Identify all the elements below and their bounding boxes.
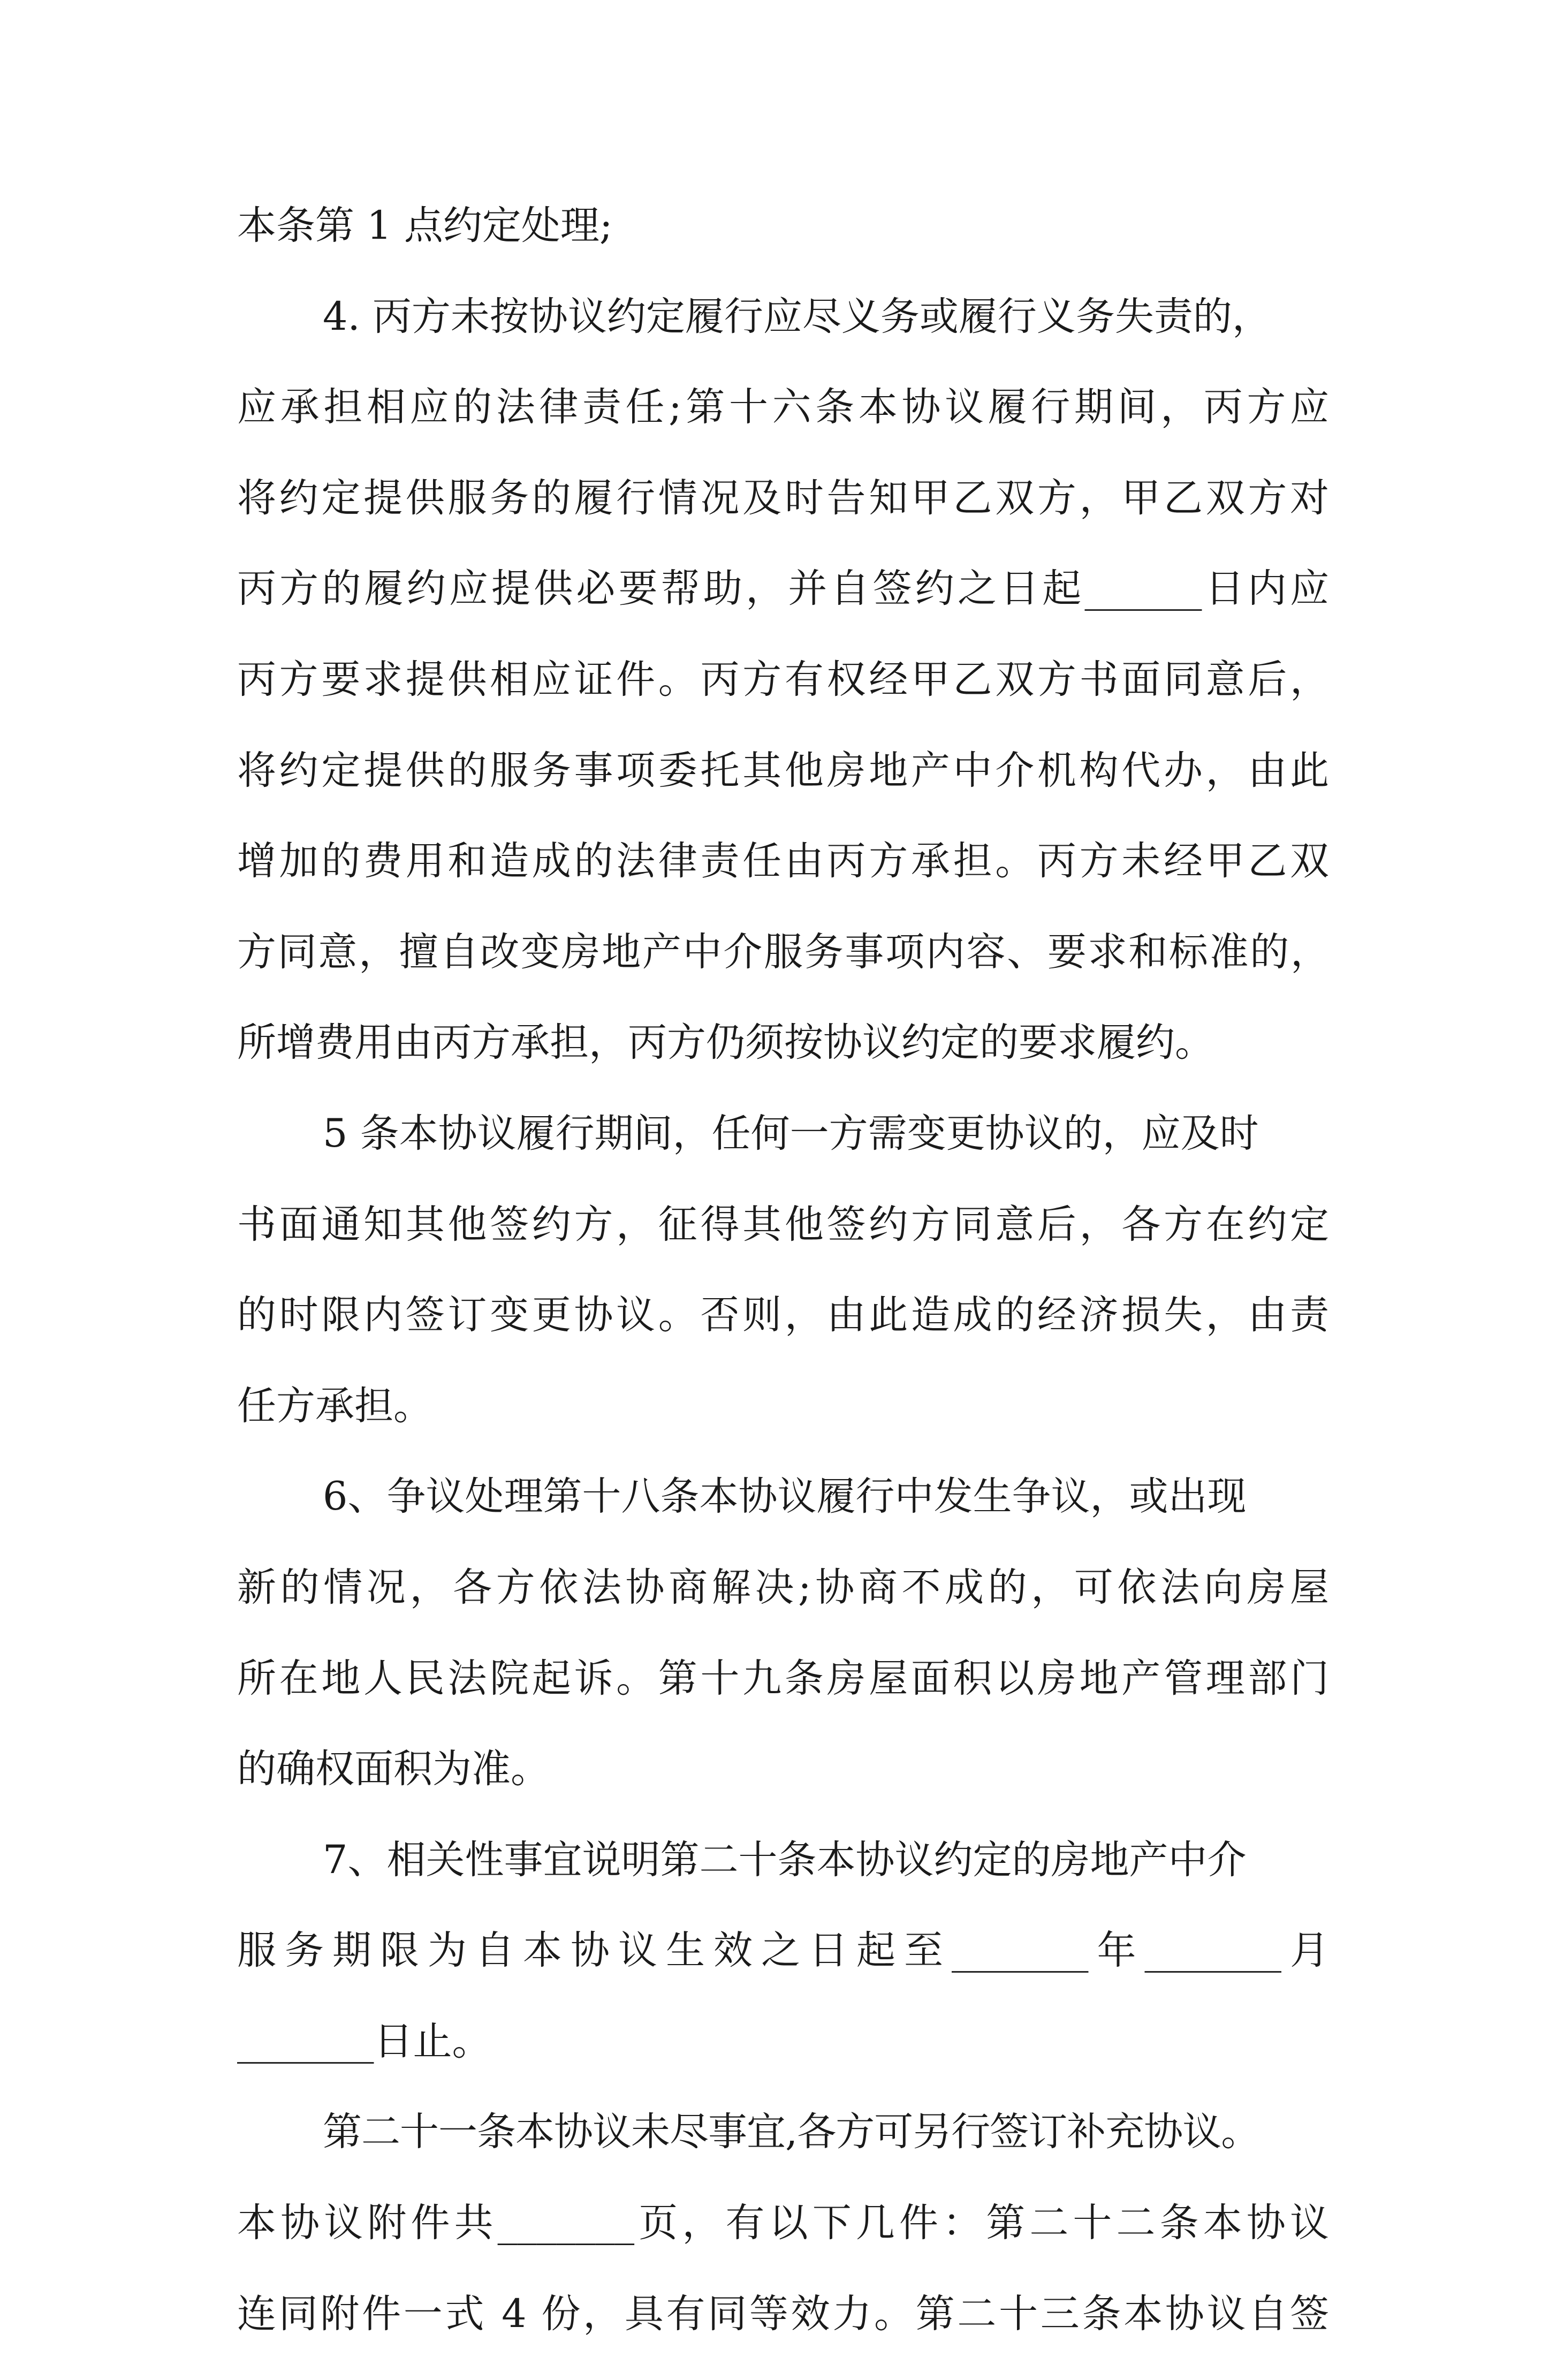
paragraph-line-17: 所在地人民法院起诉。第十九条房屋面积以房地产管理部门 [237,1655,1329,1701]
paragraph-line-2: 4. 丙方未按协议约定履行应尽义务或履行义务失责的， [323,293,1271,339]
paragraph-line-12: 书面通知其他签约方，征得其他签约方同意后，各方在约定 [237,1201,1329,1247]
paragraph-line-9: 方同意，擅自改变房地产中介服务事项内容、要求和标准的， [237,929,1329,975]
paragraph-line-14: 任方承担。 [237,1383,432,1429]
document-body [237,201,1329,2380]
paragraph-line-7: 将约定提供的服务事项委托其他房地产中介机构代办，由此 [237,747,1329,793]
paragraph-line-4: 将约定提供服务的履行情况及时告知甲乙双方，甲乙双方对 [237,475,1329,521]
paragraph-line-20: 服务期限为自本协议生效之日起至_______年_______月 [237,1928,1329,1974]
paragraph-line-16: 新的情况，各方依法协商解决;协商不成的，可依法向房屋 [237,1564,1329,1610]
paragraph-line-15: 6、争议处理第十八条本协议履行中发生争议，或出现 [323,1474,1247,1520]
paragraph-line-21: _______日止。 [237,2018,491,2064]
paragraph-line-23: 本协议附件共_______页，有以下几件：第二十二条本协议 [237,2200,1329,2246]
paragraph-line-10: 所增费用由丙方承担，丙方仍须按协议约定的要求履约。 [237,1020,1214,1066]
paragraph-line-3: 应承担相应的法律责任;第十六条本协议履行期间，丙方应 [237,384,1329,430]
paragraph-line-19: 7、相关性事宜说明第二十条本协议约定的房地产中介 [323,1837,1247,1883]
paragraph-line-5: 丙方的履约应提供必要帮助，并自签约之日起______日内应 [237,566,1329,612]
paragraph-line-13: 的时限内签订变更协议。否则，由此造成的经济损失，由责 [237,1292,1329,1338]
paragraph-line-22: 第二十一条本协议未尽事宜,各方可另行签订补充协议。 [323,2109,1260,2155]
paragraph-line-11: 5 条本协议履行期间，任何一方需变更协议的，应及时 [323,1110,1259,1156]
paragraph-line-24: 连同附件一式 4 份，具有同等效力。第二十三条本协议自签 [237,2291,1329,2337]
paragraph-line-1: 本条第 1 点约定处理; [237,203,613,248]
paragraph-line-18: 的确权面积为准。 [237,1746,550,1792]
paragraph-line-8: 增加的费用和造成的法律责任由丙方承担。丙方未经甲乙双 [237,838,1329,884]
paragraph-line-6: 丙方要求提供相应证件。丙方有权经甲乙双方书面同意后， [237,656,1329,702]
